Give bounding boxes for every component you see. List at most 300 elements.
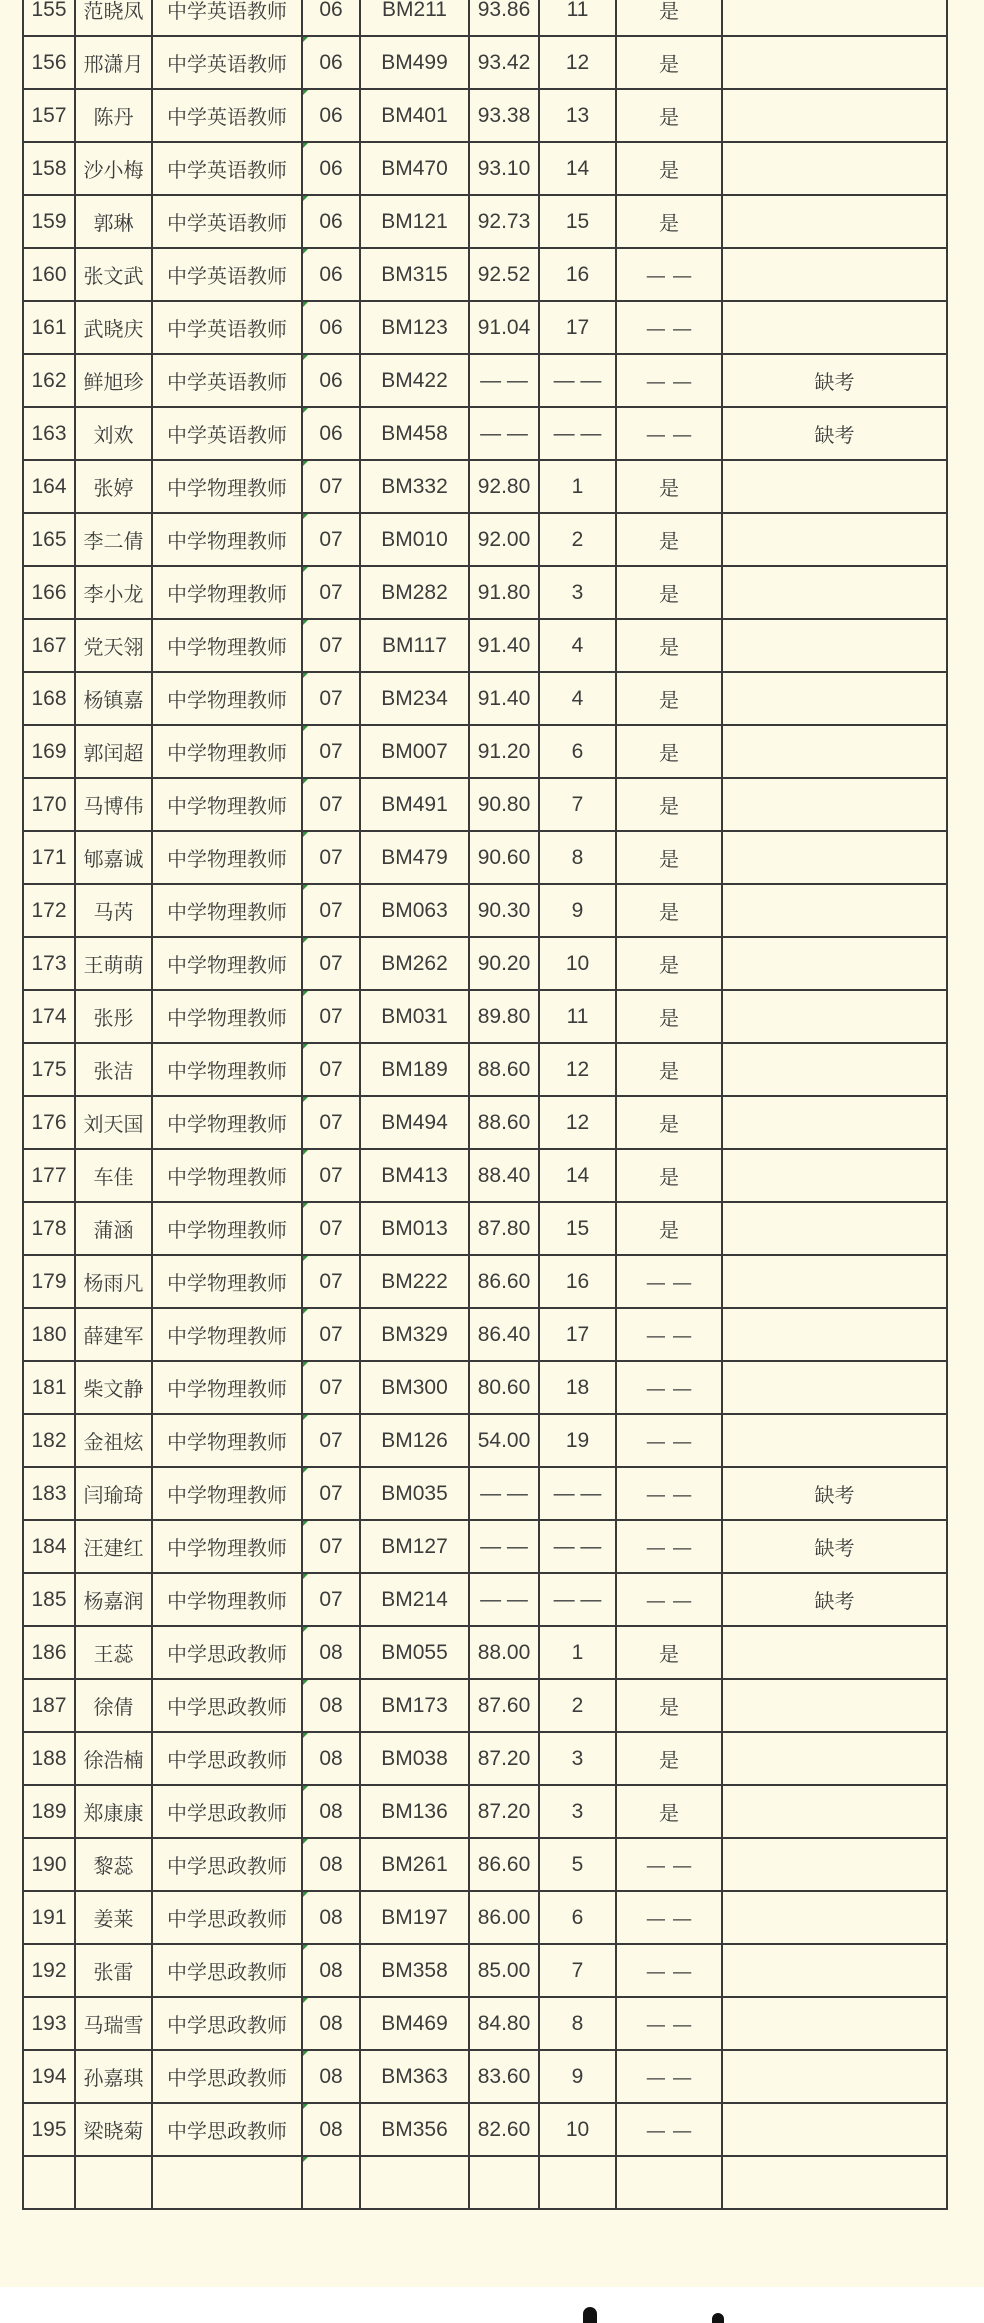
- table-row: [23, 460, 947, 513]
- cell-interview-flag: 是: [616, 884, 722, 937]
- cell-registration-number: BM262: [360, 937, 469, 990]
- cell-remark: 缺考: [722, 1467, 947, 1520]
- cell-rank: 10: [539, 937, 616, 990]
- cell-registration-number: BM491: [360, 778, 469, 831]
- cell-position: 中学物理教师: [152, 937, 302, 990]
- cell-number: 182: [23, 1414, 75, 1467]
- cell-remark: 缺考: [722, 354, 947, 407]
- cell-remark: [722, 566, 947, 619]
- cell-interview-flag: — —: [616, 1520, 722, 1573]
- table-row: [23, 672, 947, 725]
- cell-remark: [722, 1997, 947, 2050]
- cell-score: — —: [469, 1573, 539, 1626]
- cell-position: 中学思政教师: [152, 1891, 302, 1944]
- handwritten-mark: [712, 2313, 724, 2323]
- cell-position: 中学英语教师: [152, 407, 302, 460]
- handwritten-mark: [583, 2307, 597, 2323]
- cell-score: 93.86: [469, 0, 539, 36]
- cell-number: 188: [23, 1732, 75, 1785]
- cell-score: 86.00: [469, 1891, 539, 1944]
- cell-position: 中学物理教师: [152, 1308, 302, 1361]
- cell-name: 汪建红: [75, 1520, 152, 1573]
- cell-score: — —: [469, 354, 539, 407]
- cell-name: 马芮: [75, 884, 152, 937]
- table-row: [23, 248, 947, 301]
- cell-group-code: 07: [302, 1149, 360, 1202]
- cell-name: 柴文静: [75, 1361, 152, 1414]
- cell-score: 92.52: [469, 248, 539, 301]
- cell-interview-flag: 是: [616, 1202, 722, 1255]
- cell-interview-flag: — —: [616, 1467, 722, 1520]
- cell-name: 马博伟: [75, 778, 152, 831]
- cell-interview-flag: 是: [616, 778, 722, 831]
- cell-number: 184: [23, 1520, 75, 1573]
- cell-number: 171: [23, 831, 75, 884]
- cell-group-code: 06: [302, 301, 360, 354]
- cell-group-code: 07: [302, 831, 360, 884]
- cell-interview-flag: — —: [616, 1308, 722, 1361]
- table-row: [23, 1414, 947, 1467]
- cell-interview-flag: 是: [616, 0, 722, 36]
- cell-name: 李二倩: [75, 513, 152, 566]
- table-row: [23, 1626, 947, 1679]
- cell-remark: [722, 89, 947, 142]
- cell-number: 162: [23, 354, 75, 407]
- cell-rank: 3: [539, 1785, 616, 1838]
- cell-score: 85.00: [469, 1944, 539, 1997]
- cell-rank: 1: [539, 1626, 616, 1679]
- cell-number: 157: [23, 89, 75, 142]
- cell-rank: 8: [539, 1997, 616, 2050]
- cell-name: 闫瑜琦: [75, 1467, 152, 1520]
- cell-remark: [722, 0, 947, 36]
- page-bottom-margin: [0, 2287, 984, 2323]
- cell-registration-number: BM136: [360, 1785, 469, 1838]
- cell-registration-number: BM282: [360, 566, 469, 619]
- cell-position: 中学物理教师: [152, 672, 302, 725]
- cell-registration-number: BM332: [360, 460, 469, 513]
- cell-remark: 缺考: [722, 1573, 947, 1626]
- cell-remark: [722, 195, 947, 248]
- cell-interview-flag: 是: [616, 1732, 722, 1785]
- cell-group-code: 07: [302, 1255, 360, 1308]
- table-row: [23, 301, 947, 354]
- table-row: [23, 1997, 947, 2050]
- table-row: [23, 1785, 947, 1838]
- cell-interview-flag: — —: [616, 1838, 722, 1891]
- cell-number: [23, 2156, 75, 2209]
- cell-remark: [722, 619, 947, 672]
- cell-group-code: 08: [302, 1944, 360, 1997]
- cell-registration-number: BM356: [360, 2103, 469, 2156]
- table-row: [23, 407, 947, 460]
- cell-number: 192: [23, 1944, 75, 1997]
- cell-rank: 15: [539, 195, 616, 248]
- table-row: [23, 2050, 947, 2103]
- cell-registration-number: BM211: [360, 0, 469, 36]
- cell-name: 薛建军: [75, 1308, 152, 1361]
- cell-remark: [722, 937, 947, 990]
- cell-score: 89.80: [469, 990, 539, 1043]
- cell-group-code: 08: [302, 1997, 360, 2050]
- cell-position: 中学物理教师: [152, 884, 302, 937]
- cell-position: 中学物理教师: [152, 1414, 302, 1467]
- cell-registration-number: BM035: [360, 1467, 469, 1520]
- cell-remark: 缺考: [722, 407, 947, 460]
- cell-registration-number: BM329: [360, 1308, 469, 1361]
- cell-registration-number: BM499: [360, 36, 469, 89]
- table-row: [23, 831, 947, 884]
- cell-registration-number: BM261: [360, 1838, 469, 1891]
- cell-number: 179: [23, 1255, 75, 1308]
- cell-name: 张婷: [75, 460, 152, 513]
- cell-score: 90.60: [469, 831, 539, 884]
- table-row: [23, 1202, 947, 1255]
- cell-registration-number: BM127: [360, 1520, 469, 1573]
- cell-group-code: 07: [302, 884, 360, 937]
- cell-position: 中学物理教师: [152, 1573, 302, 1626]
- cell-number: 193: [23, 1997, 75, 2050]
- table-row: [23, 142, 947, 195]
- cell-rank: 4: [539, 672, 616, 725]
- cell-interview-flag: 是: [616, 142, 722, 195]
- cell-score: 91.40: [469, 672, 539, 725]
- cell-rank: 5: [539, 1838, 616, 1891]
- cell-group-code: 07: [302, 1202, 360, 1255]
- cell-score: — —: [469, 1520, 539, 1573]
- cell-number: 178: [23, 1202, 75, 1255]
- cell-position: 中学物理教师: [152, 725, 302, 778]
- cell-remark: [722, 513, 947, 566]
- cell-rank: 14: [539, 1149, 616, 1202]
- cell-remark: 缺考: [722, 1520, 947, 1573]
- cell-registration-number: BM126: [360, 1414, 469, 1467]
- cell-score: 87.20: [469, 1732, 539, 1785]
- cell-position: 中学物理教师: [152, 1043, 302, 1096]
- cell-group-code: 08: [302, 2050, 360, 2103]
- cell-position: 中学物理教师: [152, 1202, 302, 1255]
- cell-remark: [722, 36, 947, 89]
- table-row: [23, 1043, 947, 1096]
- cell-remark: [722, 725, 947, 778]
- cell-group-code: 07: [302, 1467, 360, 1520]
- cell-group-code: 08: [302, 1838, 360, 1891]
- cell-group-code: 08: [302, 1679, 360, 1732]
- cell-position: 中学英语教师: [152, 36, 302, 89]
- cell-name: 蒲涵: [75, 1202, 152, 1255]
- cell-number: 191: [23, 1891, 75, 1944]
- cell-interview-flag: 是: [616, 513, 722, 566]
- table-row: [23, 1520, 947, 1573]
- cell-name: [75, 2156, 152, 2209]
- cell-remark: [722, 301, 947, 354]
- cell-name: 沙小梅: [75, 142, 152, 195]
- cell-number: 190: [23, 1838, 75, 1891]
- cell-name: 郑康康: [75, 1785, 152, 1838]
- cell-group-code: 08: [302, 1785, 360, 1838]
- cell-position: 中学物理教师: [152, 1467, 302, 1520]
- cell-position: 中学物理教师: [152, 990, 302, 1043]
- cell-group-code: 07: [302, 1043, 360, 1096]
- cell-remark: [722, 2103, 947, 2156]
- cell-score: 87.60: [469, 1679, 539, 1732]
- cell-number: 180: [23, 1308, 75, 1361]
- cell-rank: 13: [539, 89, 616, 142]
- cell-rank: 9: [539, 2050, 616, 2103]
- table-row: [23, 1361, 947, 1414]
- cell-group-code: 07: [302, 1096, 360, 1149]
- cell-name: 张彤: [75, 990, 152, 1043]
- cell-score: 88.60: [469, 1043, 539, 1096]
- cell-score: 91.40: [469, 619, 539, 672]
- cell-position: 中学思政教师: [152, 1732, 302, 1785]
- cell-name: 梁晓菊: [75, 2103, 152, 2156]
- cell-rank: — —: [539, 354, 616, 407]
- cell-number: 168: [23, 672, 75, 725]
- cell-position: 中学物理教师: [152, 619, 302, 672]
- cell-group-code: 08: [302, 1626, 360, 1679]
- cell-interview-flag: — —: [616, 1414, 722, 1467]
- cell-position: 中学英语教师: [152, 0, 302, 36]
- cell-position: 中学英语教师: [152, 142, 302, 195]
- cell-number: 185: [23, 1573, 75, 1626]
- table-row: [23, 89, 947, 142]
- cell-number: 187: [23, 1679, 75, 1732]
- table-row: [23, 1573, 947, 1626]
- cell-registration-number: BM300: [360, 1361, 469, 1414]
- cell-rank: 3: [539, 566, 616, 619]
- cell-rank: 16: [539, 1255, 616, 1308]
- cell-registration-number: BM013: [360, 1202, 469, 1255]
- cell-registration-number: BM494: [360, 1096, 469, 1149]
- cell-group-code: 07: [302, 619, 360, 672]
- cell-name: 徐浩楠: [75, 1732, 152, 1785]
- cell-group-code: 07: [302, 513, 360, 566]
- table-row: [23, 0, 947, 36]
- cell-score: 93.10: [469, 142, 539, 195]
- cell-position: 中学英语教师: [152, 354, 302, 407]
- cell-registration-number: BM007: [360, 725, 469, 778]
- cell-number: 163: [23, 407, 75, 460]
- cell-registration-number: BM189: [360, 1043, 469, 1096]
- table-row: [23, 1096, 947, 1149]
- cell-rank: 14: [539, 142, 616, 195]
- cell-registration-number: BM010: [360, 513, 469, 566]
- cell-interview-flag: 是: [616, 1785, 722, 1838]
- cell-group-code: 07: [302, 1520, 360, 1573]
- cell-registration-number: BM401: [360, 89, 469, 142]
- cell-score: 91.80: [469, 566, 539, 619]
- cell-interview-flag: — —: [616, 1891, 722, 1944]
- cell-remark: [722, 1838, 947, 1891]
- cell-name: 李小龙: [75, 566, 152, 619]
- cell-registration-number: BM413: [360, 1149, 469, 1202]
- cell-group-code: 06: [302, 248, 360, 301]
- cell-name: 郇嘉诚: [75, 831, 152, 884]
- cell-name: 郭闰超: [75, 725, 152, 778]
- cell-group-code: 07: [302, 725, 360, 778]
- cell-score: — —: [469, 1467, 539, 1520]
- cell-registration-number: BM038: [360, 1732, 469, 1785]
- cell-registration-number: BM063: [360, 884, 469, 937]
- cell-rank: 2: [539, 513, 616, 566]
- cell-interview-flag: 是: [616, 937, 722, 990]
- cell-name: 杨镇嘉: [75, 672, 152, 725]
- cell-rank: 18: [539, 1361, 616, 1414]
- table-row: [23, 778, 947, 831]
- cell-remark: [722, 142, 947, 195]
- table-row: [23, 1149, 947, 1202]
- cell-group-code: 06: [302, 195, 360, 248]
- cell-position: 中学英语教师: [152, 248, 302, 301]
- cell-score: 86.40: [469, 1308, 539, 1361]
- cell-registration-number: BM031: [360, 990, 469, 1043]
- cell-score: 92.73: [469, 195, 539, 248]
- cell-name: 鲜旭珍: [75, 354, 152, 407]
- cell-number: 167: [23, 619, 75, 672]
- cell-remark: [722, 990, 947, 1043]
- cell-group-code: 06: [302, 407, 360, 460]
- cell-number: 173: [23, 937, 75, 990]
- cell-registration-number: BM363: [360, 2050, 469, 2103]
- cell-group-code: 07: [302, 566, 360, 619]
- cell-remark: [722, 248, 947, 301]
- cell-score: — —: [469, 407, 539, 460]
- cell-remark: [722, 1944, 947, 1997]
- cell-score: 92.80: [469, 460, 539, 513]
- cell-position: 中学思政教师: [152, 1785, 302, 1838]
- cell-score: 91.04: [469, 301, 539, 354]
- table-row: [23, 1308, 947, 1361]
- cell-score: 90.20: [469, 937, 539, 990]
- cell-group-code: 08: [302, 1732, 360, 1785]
- cell-score: 91.20: [469, 725, 539, 778]
- cell-position: 中学英语教师: [152, 89, 302, 142]
- cell-score: 86.60: [469, 1838, 539, 1891]
- table-row: [23, 1467, 947, 1520]
- cell-interview-flag: 是: [616, 1096, 722, 1149]
- cell-rank: 17: [539, 1308, 616, 1361]
- cell-registration-number: BM479: [360, 831, 469, 884]
- cell-remark: [722, 1414, 947, 1467]
- cell-score: 88.60: [469, 1096, 539, 1149]
- cell-group-code: 07: [302, 990, 360, 1043]
- cell-remark: [722, 1149, 947, 1202]
- cell-score: 54.00: [469, 1414, 539, 1467]
- cell-number: 195: [23, 2103, 75, 2156]
- cell-group-code: 07: [302, 672, 360, 725]
- cell-rank: 12: [539, 1096, 616, 1149]
- cell-rank: 12: [539, 1043, 616, 1096]
- table-body: [23, 0, 947, 2209]
- score-table: [22, 0, 948, 2210]
- cell-interview-flag: 是: [616, 725, 722, 778]
- cell-registration-number: BM469: [360, 1997, 469, 2050]
- cell-rank: — —: [539, 1467, 616, 1520]
- cell-score: 84.80: [469, 1997, 539, 2050]
- cell-number: 174: [23, 990, 75, 1043]
- cell-position: 中学英语教师: [152, 301, 302, 354]
- cell-rank: — —: [539, 1520, 616, 1573]
- cell-group-code: 07: [302, 778, 360, 831]
- cell-number: 159: [23, 195, 75, 248]
- cell-rank: 2: [539, 1679, 616, 1732]
- cell-number: 170: [23, 778, 75, 831]
- cell-group-code: 06: [302, 89, 360, 142]
- table-row: [23, 884, 947, 937]
- cell-interview-flag: 是: [616, 990, 722, 1043]
- cell-remark: [722, 2050, 947, 2103]
- cell-name: 张文武: [75, 248, 152, 301]
- cell-group-code: 06: [302, 142, 360, 195]
- cell-rank: 15: [539, 1202, 616, 1255]
- cell-remark: [722, 1679, 947, 1732]
- cell-interview-flag: — —: [616, 1573, 722, 1626]
- cell-score: 92.00: [469, 513, 539, 566]
- cell-registration-number: BM470: [360, 142, 469, 195]
- cell-number: 158: [23, 142, 75, 195]
- cell-group-code: 07: [302, 1414, 360, 1467]
- cell-interview-flag: — —: [616, 1361, 722, 1414]
- cell-position: 中学英语教师: [152, 195, 302, 248]
- cell-number: 175: [23, 1043, 75, 1096]
- cell-name: 武晓庆: [75, 301, 152, 354]
- cell-registration-number: BM197: [360, 1891, 469, 1944]
- cell-score: 87.80: [469, 1202, 539, 1255]
- cell-remark: [722, 1255, 947, 1308]
- table-row: [23, 1679, 947, 1732]
- cell-rank: 11: [539, 0, 616, 36]
- cell-remark: [722, 778, 947, 831]
- cell-rank: 19: [539, 1414, 616, 1467]
- cell-number: 183: [23, 1467, 75, 1520]
- cell-interview-flag: — —: [616, 354, 722, 407]
- cell-rank: 11: [539, 990, 616, 1043]
- cell-group-code: 07: [302, 460, 360, 513]
- cell-interview-flag: — —: [616, 301, 722, 354]
- cell-interview-flag: 是: [616, 566, 722, 619]
- cell-remark: [722, 884, 947, 937]
- cell-rank: 8: [539, 831, 616, 884]
- cell-remark: [722, 1361, 947, 1414]
- cell-position: 中学思政教师: [152, 1997, 302, 2050]
- table-row: [23, 1944, 947, 1997]
- cell-registration-number: BM222: [360, 1255, 469, 1308]
- table-row: [23, 195, 947, 248]
- cell-registration-number: BM121: [360, 195, 469, 248]
- cell-interview-flag: [616, 2156, 722, 2209]
- cell-position: 中学思政教师: [152, 2103, 302, 2156]
- cell-group-code: 08: [302, 1891, 360, 1944]
- table-row: [23, 566, 947, 619]
- cell-number: 166: [23, 566, 75, 619]
- table-row: [23, 513, 947, 566]
- table-row: [23, 36, 947, 89]
- table-row: [23, 937, 947, 990]
- table-row: [23, 619, 947, 672]
- cell-name: 金祖炫: [75, 1414, 152, 1467]
- cell-rank: 9: [539, 884, 616, 937]
- cell-registration-number: BM173: [360, 1679, 469, 1732]
- cell-remark: [722, 672, 947, 725]
- cell-name: 车佳: [75, 1149, 152, 1202]
- cell-name: 徐倩: [75, 1679, 152, 1732]
- cell-name: 马瑞雪: [75, 1997, 152, 2050]
- table-row: [23, 2156, 947, 2209]
- cell-position: 中学物理教师: [152, 1520, 302, 1573]
- cell-remark: [722, 460, 947, 513]
- cell-position: 中学物理教师: [152, 1149, 302, 1202]
